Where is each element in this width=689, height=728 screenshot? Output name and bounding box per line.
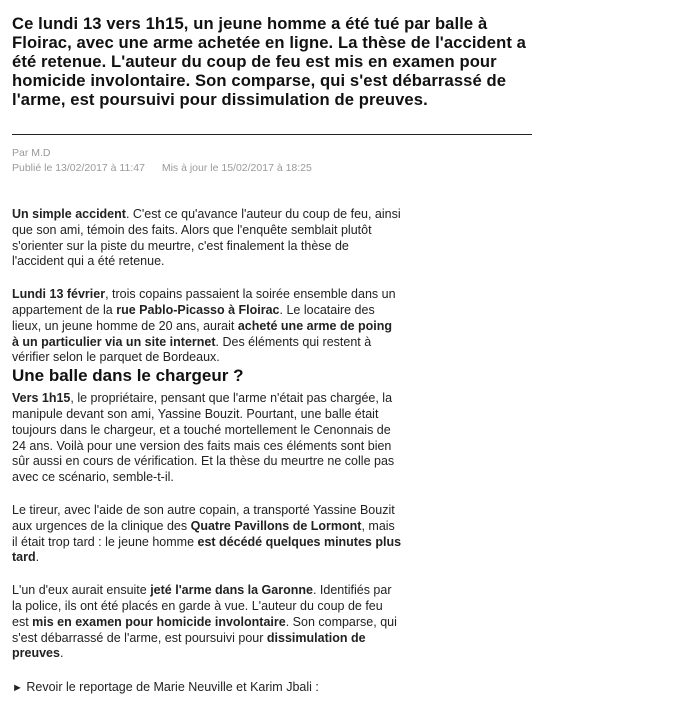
paragraph-3 — [12, 391, 402, 486]
section-heading: Une balle dans le chargeur ? — [12, 366, 244, 386]
video-link[interactable] — [12, 679, 402, 696]
text: , trois copains passaient la soirée ensemble dans un appartement de la — [12, 287, 396, 317]
text: . — [59, 646, 64, 661]
article-lead: Ce lundi 13 vers 1h15, un jeune homme a été tué par balle à Floirac, avec une arme achetée en ligne. La thèse de l'accident a été retenue. L'auteur du coup de feu est mis en examen pour homicide involontaire. Son comparse, qui s'est débarrassé de l'arme, est poursuivi pour dissimulation de preuves. — [12, 14, 527, 109]
article-body — [12, 207, 402, 696]
text: Le tireur, avec l'aide de son autre copain, a transporté Yassine Bouzit aux urgences de la clinique des — [12, 502, 395, 533]
bold-text: rue Pablo-Picasso à Floirac — [116, 302, 280, 317]
article — [12, 14, 532, 696]
bold-text: Quatre Pavillons de Lormont — [190, 518, 362, 533]
bold-text: mis en examen pour homicide involontaire — [32, 614, 286, 629]
paragraph-2 — [12, 287, 402, 366]
text: , mais il était trop tard : le jeune homme — [12, 518, 395, 549]
text: . Son comparse, qui s'est débarrassé de l'arme, est poursuivi pour — [12, 614, 397, 645]
author-byline: Par M.D — [12, 147, 51, 159]
text: , le propriétaire, pensant que l'arme n'était pas chargée, la manipule devant son ami, Yassine Bouzit. Pourtant, une balle était toujours dans le chargeur, et a touché mortellement le Cenonnais de 24 ans. Voilà pour une version des faits mais ces éléments sont bien sûr aussi en cours de vérification. Et la thèse du meurtre ne colle pas avec ce scénario, semble-t-il. — [12, 391, 395, 485]
arrow-right-icon: ► — [12, 682, 23, 695]
bold-text: acheté une arme de poing à un particulier via un site internet — [12, 318, 393, 349]
bold-text: jeté l'arme dans la Garonne — [150, 583, 313, 598]
text: . C'est ce qu'avance l'auteur du coup de feu, ainsi que son ami, témoin des faits. Alors que l'enquête semblait plutôt s'orienter sur la piste du meurtre, c'est finalement la thèse de l'accident qui a été retenue. — [12, 207, 401, 269]
text: . Le locataire des lieux, un jeune homme de 20 ans, aurait — [12, 302, 375, 333]
bold-text: Vers 1h15 — [12, 391, 71, 406]
paragraph-4 — [12, 503, 402, 566]
text: . Des éléments qui restent à vérifier selon le parquet de Bordeaux. — [12, 334, 372, 365]
paragraph-1 — [12, 207, 402, 270]
text: . Identifiés par la police, ils ont été placés en garde à vue. L'auteur du coup de feu est — [12, 583, 392, 629]
video-link-label: Revoir le reportage de Marie Neuville et Karim Jbali : — [22, 680, 319, 695]
updated-date: Mis à jour le 15/02/2017 à 18:25 — [161, 162, 312, 174]
bold-text: Lundi 13 février — [12, 287, 106, 302]
divider — [12, 134, 532, 135]
date-row — [12, 161, 532, 176]
published-date: Publié le 13/02/2017 à 11:47 — [12, 162, 145, 174]
bold-text: Un simple accident — [12, 207, 126, 221]
bold-text: est décédé quelques minutes plus tard — [12, 534, 402, 565]
paragraph-5 — [12, 583, 402, 662]
bold-text: dissimulation de preuves — [12, 630, 366, 661]
text: L'un d'eux aurait ensuite — [12, 583, 151, 598]
text: . — [35, 550, 40, 565]
article-meta — [12, 146, 532, 176]
